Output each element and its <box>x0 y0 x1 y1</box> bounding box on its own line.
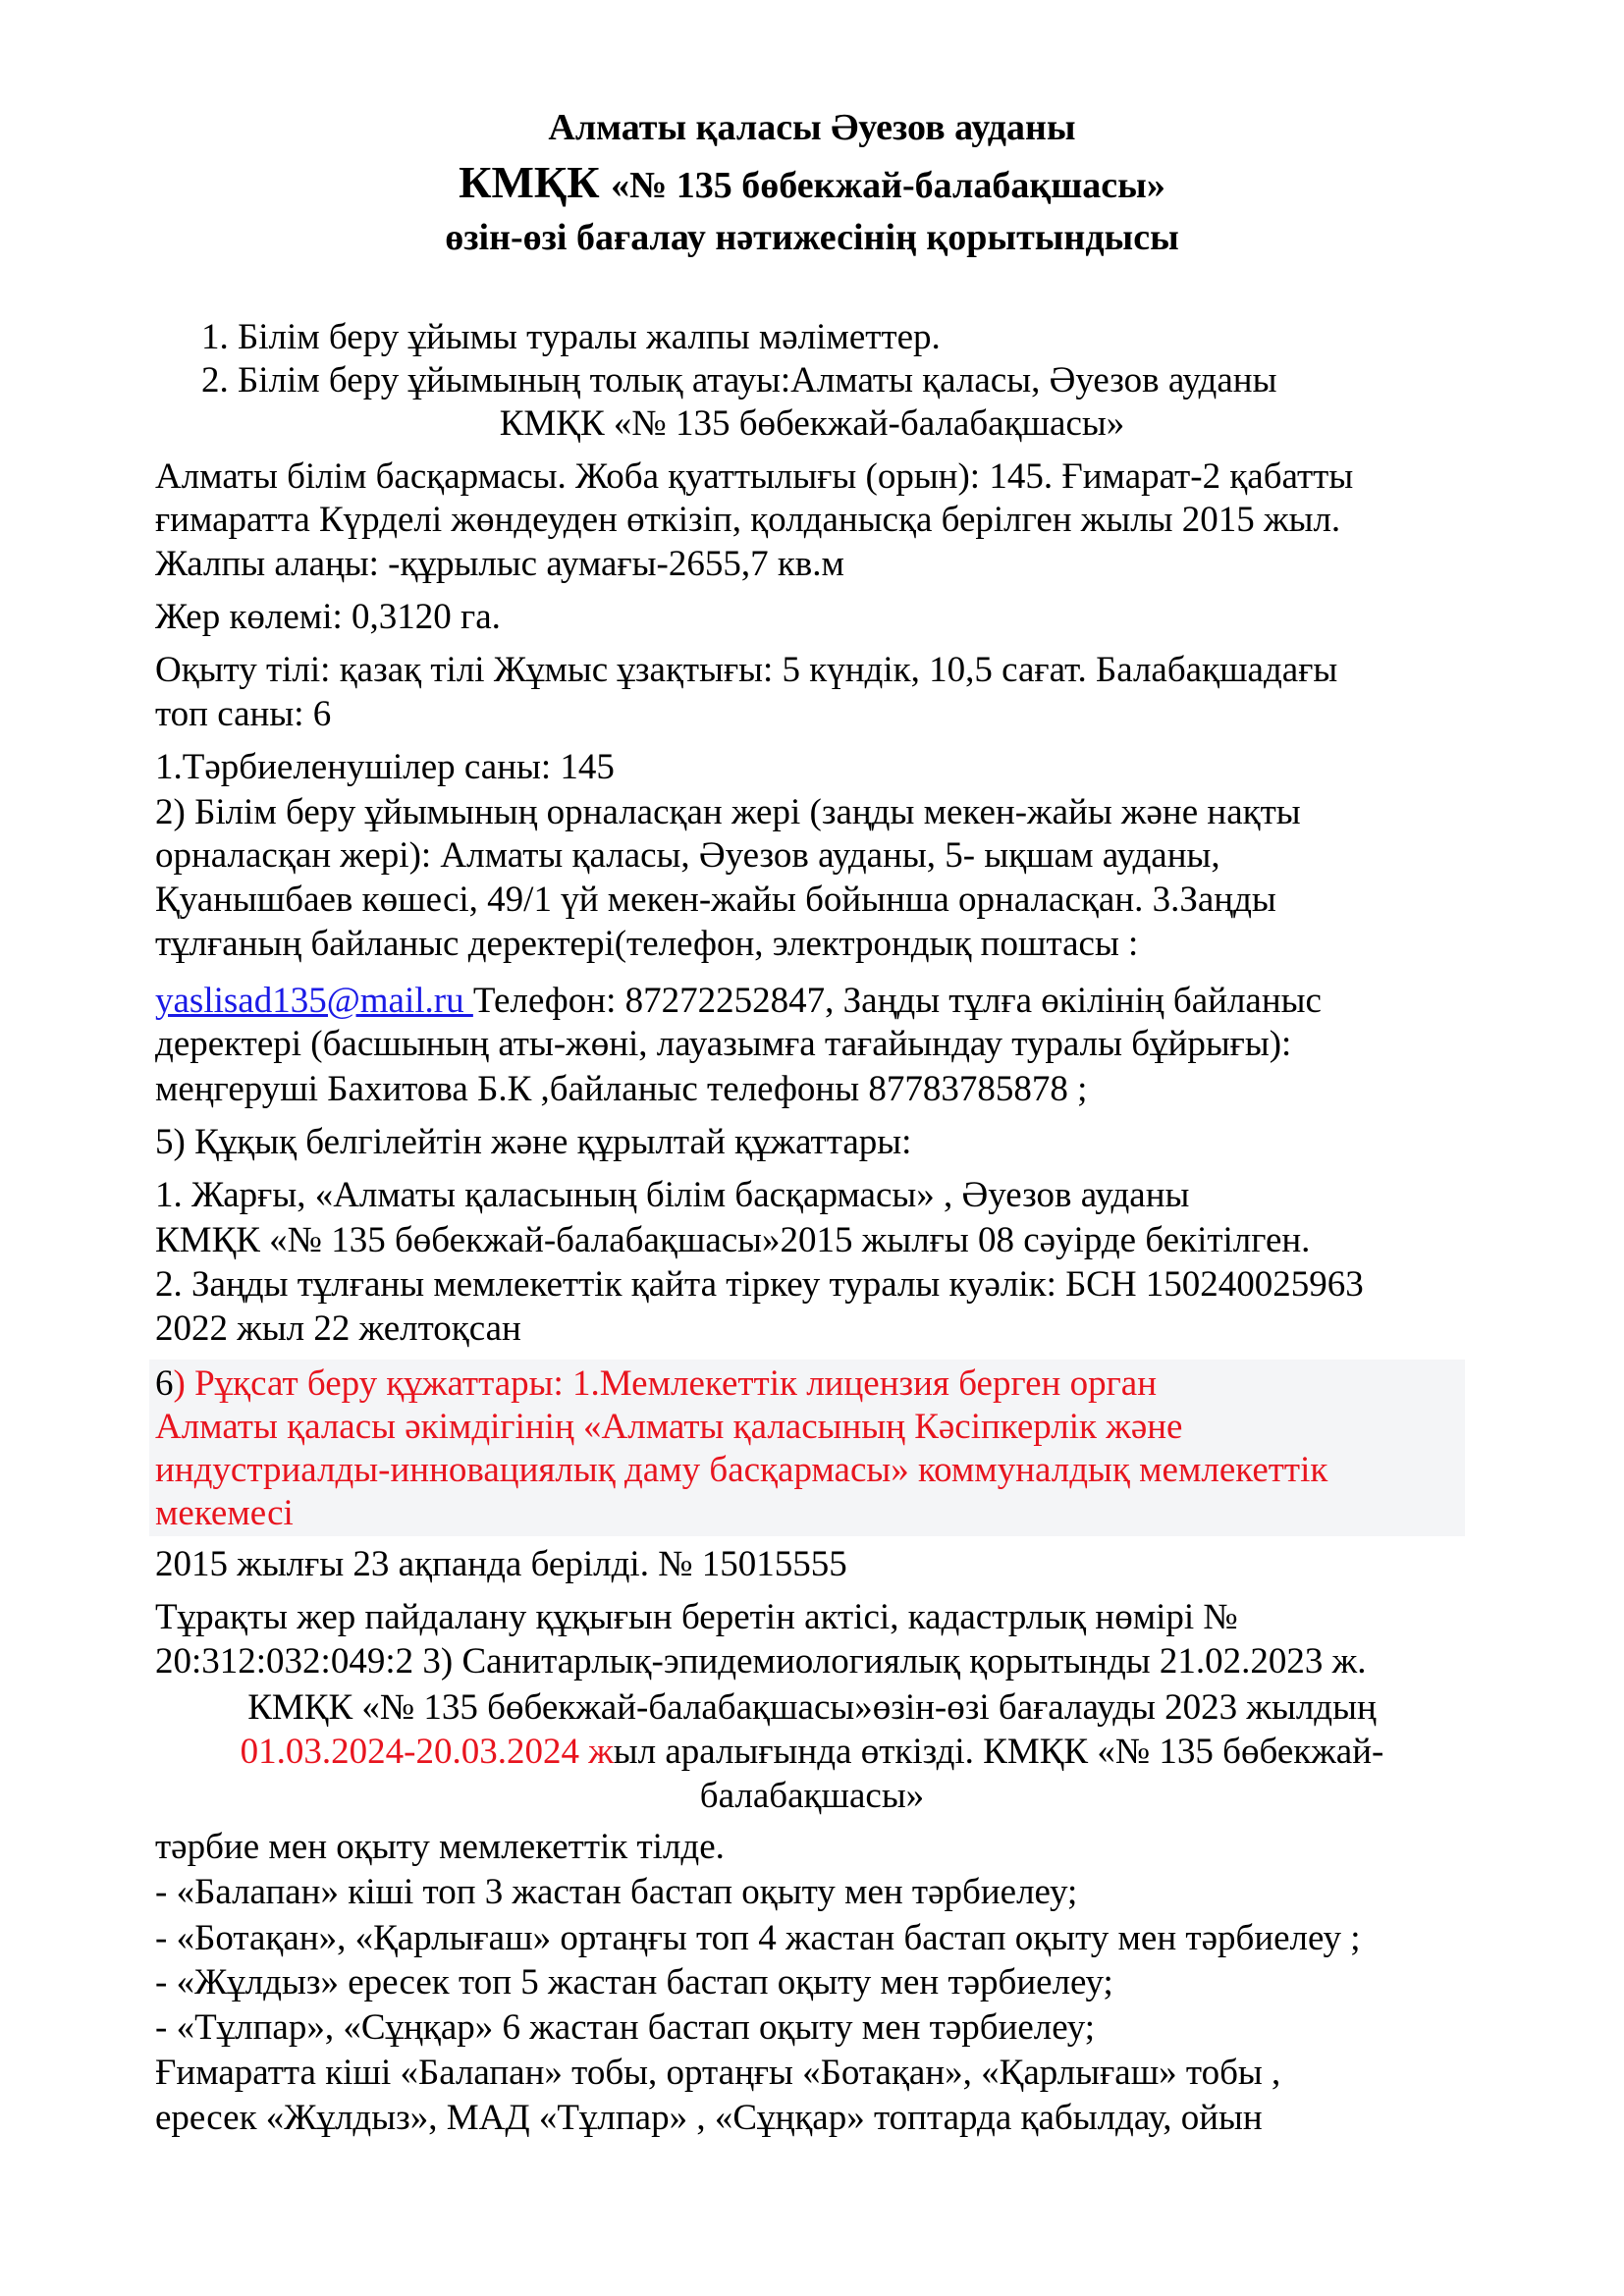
permit-heading: ) Рұқсат беру құжаттары: 1.Мемлекеттік лицензия берген орган <box>173 1363 1158 1404</box>
header-line-1: Алматы қаласы Әуезов ауданы <box>548 107 1076 148</box>
group-item-botakan: - «Ботақан», «Қарлығаш» ортаңғы топ 4 жастан бастап оқыту мен тәрбиелеу ; <box>155 1918 1361 1958</box>
date-range-rest: ыл аралығында өткізді. КМҚК «№ 135 бөбекжай- <box>613 1732 1384 1772</box>
body-line-17: меңгеруші Бахитова Б.К ,байланыс телефоны 87783785878 ; <box>155 1069 1088 1109</box>
phone-text: Телефон: 87272252847, Заңды тұлға өкілінің байланыс <box>472 981 1322 1021</box>
group-item-tulpar: - «Тұлпар», «Сұңқар» 6 жастан бастап оқыту мен тәрбиелеу; <box>155 2007 1096 2048</box>
body-line-13: Қуанышбаев көшесі, 49/1 үй мекен-жайы бойынша орналасқан. 3.Заңды <box>155 880 1276 920</box>
list-item-1: 1. Білім беру ұйымы туралы жалпы мәліметтер. <box>201 317 941 357</box>
body-line-38: Ғимаратта кіші «Балапан» тобы, ортаңғы «Ботақан», «Қарлығаш» тобы , <box>155 2053 1281 2093</box>
body-line-22: 2022 жыл 22 желтоқсан <box>155 1308 521 1349</box>
group-item-zhuldyz: - «Жұлдыз» ересек топ 5 жастан бастап оқыту мен тәрбиелеу; <box>155 1962 1113 2002</box>
body-line-15 <box>155 980 1322 1023</box>
list-item-2: 2. Білім беру ұйымының толық атауы:Алматы қаласы, Әуезов ауданы <box>201 360 1277 400</box>
body-line-8: Оқыту тілі: қазақ тілі Жұмыс ұзақтығы: 5 күндік, 10,5 сағат. Балабақшадағы <box>155 650 1338 690</box>
body-line-26: мекемесі <box>155 1493 294 1533</box>
header-line-2 <box>0 157 1624 207</box>
body-line-5: ғимаратта Күрделі жөндеуден өткізіп, қолданысқа берілген жылы 2015 жыл. <box>155 500 1341 540</box>
body-line-7: Жер көлемі: 0,3120 га. <box>155 597 501 637</box>
body-line-27: 2015 жылғы 23 ақпанда берілді. № 15015555 <box>155 1544 847 1584</box>
body-line-21: 2. Заңды тұлғаны мемлекеттік қайта тіркеу туралы куәлік: БСН 150240025963 <box>155 1264 1364 1305</box>
body-line-9: топ саны: 6 <box>155 694 332 734</box>
body-line-33: тәрбие мен оқыту мемлекеттік тілде. <box>155 1827 725 1867</box>
item-number: 6 <box>155 1363 174 1404</box>
body-line-32: балабақшасы» <box>699 1776 925 1816</box>
body-line-39: ересек «Жұлдыз», МАД «Тұлпар» , «Сұңқар» топтарда қабылдау, ойын <box>155 2098 1263 2138</box>
body-line-31 <box>0 1731 1624 1774</box>
body-line-4: Алматы білім басқармасы. Жоба қуаттылығы (орын): 145. Ғимарат-2 қабатты <box>155 456 1354 497</box>
header-line-3: өзін-өзі бағалау нәтижесінің қорытындысы <box>445 217 1179 258</box>
header-org-type: КМҚК <box>459 157 612 207</box>
body-line-24: Алматы қаласы әкімдігінің «Алматы қаласының Кәсіпкерлік және <box>155 1407 1183 1447</box>
body-line-16: деректері (басшының аты-жөні, лауазымға тағайындау туралы бұйрығы): <box>155 1024 1292 1064</box>
body-line-10: 1.Тәрбиеленушілер саны: 145 <box>155 747 615 787</box>
body-line-12: орналасқан жері): Алматы қаласы, Әуезов ауданы, 5- ықшам ауданы, <box>155 835 1220 876</box>
body-line-19: 1. Жарғы, «Алматы қаласының білім басқармасы» , Әуезов ауданы <box>155 1175 1190 1215</box>
body-line-18: 5) Құқық белгілейтін және құрылтай құжаттары: <box>155 1122 912 1162</box>
body-line-29: 20:312:032:049:2 3) Санитарлық-эпидемиологиялық қорытынды 21.02.2023 ж. <box>155 1641 1367 1682</box>
body-line-28: Тұрақты жер пайдалану құқығын беретін актісі, кадастрлық нөмірі № <box>155 1597 1238 1637</box>
body-line-6: Жалпы алаңы: -құрылыс аумағы-2655,7 кв.м <box>155 544 844 584</box>
body-line-23 <box>155 1362 1157 1406</box>
body-line-14: тұлғаның байланыс деректері(телефон, электрондық поштасы : <box>155 924 1139 964</box>
body-line-11: 2) Білім беру ұйымының орналасқан жері (заңды мекен-жайы және нақты <box>155 792 1301 832</box>
body-line-30: КМҚК «№ 135 бөбекжай-балабақшасы»өзін-өзі бағалауды 2023 жылдың <box>247 1687 1377 1728</box>
date-range: 01.03.2024-20.03.2024 ж <box>240 1732 614 1772</box>
email-link[interactable]: yaslisad135@mail.ru <box>155 981 473 1021</box>
header-org-name: «№ 135 бөбекжай-балабақшасы» <box>611 165 1165 206</box>
group-item-balapan: - «Балапан» кіші топ 3 жастан бастап оқыту мен тәрбиелеу; <box>155 1872 1078 1912</box>
body-line-20: КМҚК «№ 135 бөбекжай-балабақшасы»2015 жылғы 08 сәуірде бекітілген. <box>155 1220 1311 1260</box>
org-name-line: КМҚК «№ 135 бөбекжай-балабақшасы» <box>499 403 1125 444</box>
body-line-25: индустриалды-инновациялық даму басқармасы» коммуналдық мемлекеттік <box>155 1450 1328 1490</box>
